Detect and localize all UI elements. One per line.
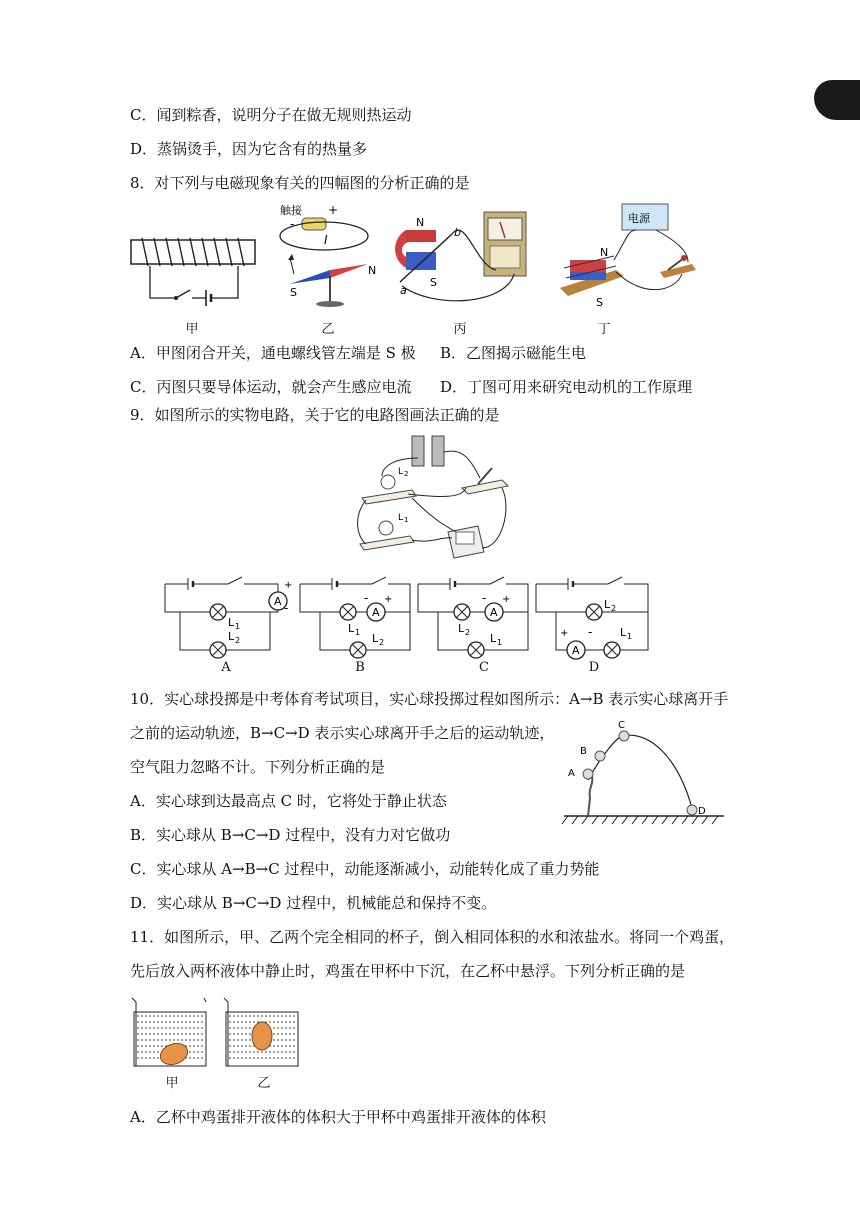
- q11-option-a: A．乙杯中鸡蛋排开液体的体积大于甲杯中鸡蛋排开液体的体积: [130, 1108, 546, 1126]
- solenoid-figure: [128, 232, 260, 306]
- svg-text:1: 1: [235, 622, 241, 631]
- svg-text:L: L: [228, 616, 235, 629]
- svg-text:1: 1: [404, 516, 409, 524]
- fig-label-bing: 丙: [453, 322, 467, 337]
- q8-option-a: A．甲图闭合开关，通电螺线管左端是 S 极: [130, 344, 416, 362]
- svg-text:+: +: [560, 628, 569, 639]
- q10-stem-line2: 之前的运动轨迹，B→C→D 表示实心球离开手之后的运动轨迹，: [130, 724, 555, 742]
- svg-text:L: L: [372, 632, 379, 645]
- q10-stem-line1: 10．实心球投掷是中考体育考试项目，实心球投掷过程如图所示：A→B 表示实心球离开手: [130, 690, 729, 708]
- q10-option-c: C．实心球从 A→B→C 过程中，动能逐渐减小，动能转化成了重力势能: [130, 860, 600, 878]
- choice-d: D: [588, 660, 600, 675]
- circuit-b: [300, 577, 410, 658]
- circuit-d: [536, 577, 648, 659]
- label-a: a: [400, 284, 407, 297]
- q10-stem-line3: 空气阻力忽略不计。下列分析正确的是: [130, 758, 386, 776]
- plus-label: +: [328, 203, 339, 217]
- fig-label-jia: 甲: [185, 322, 199, 337]
- page-corner-tab: [814, 80, 860, 120]
- point-d: D: [698, 806, 706, 817]
- cup-label-yi: 乙: [257, 1076, 271, 1091]
- q7-option-d: D．蒸锅烫手，因为它含有的热量多: [130, 140, 368, 158]
- svg-text:-: -: [364, 591, 369, 605]
- egg-cups-figure: [128, 992, 308, 1072]
- fig-label-ding: 丁: [597, 322, 611, 337]
- svg-text:L: L: [398, 467, 404, 477]
- point-c: C: [618, 720, 625, 731]
- svg-text:L: L: [490, 632, 497, 645]
- circuit-a: [165, 577, 292, 658]
- svg-text:+: +: [384, 594, 393, 605]
- q8-option-b: B．乙图揭示磁能生电: [440, 344, 587, 362]
- svg-text:+: +: [284, 580, 293, 591]
- q10-option-a: A．实心球到达最高点 C 时，它将处于静止状态: [130, 792, 447, 810]
- svg-text:L: L: [604, 598, 611, 611]
- point-b: B: [580, 746, 587, 757]
- svg-text:2: 2: [235, 636, 241, 645]
- touch-label: 触接: [280, 204, 302, 217]
- svg-text:L: L: [620, 626, 627, 639]
- choice-a: A: [221, 660, 231, 675]
- svg-text:L: L: [458, 622, 465, 635]
- svg-text:2: 2: [611, 604, 617, 613]
- svg-text:2: 2: [465, 628, 471, 637]
- motor-figure: [556, 200, 706, 310]
- svg-text:1: 1: [355, 628, 361, 637]
- svg-text:-: -: [284, 601, 289, 615]
- svg-text:-: -: [482, 591, 487, 605]
- svg-text:L: L: [228, 630, 235, 643]
- motor-north: N: [600, 246, 609, 259]
- svg-text:2: 2: [379, 638, 385, 647]
- physical-circuit-figure: [352, 428, 520, 568]
- svg-text:1: 1: [627, 632, 633, 641]
- q10-option-b: B．实心球从 B→C→D 过程中，没有力对它做功: [130, 826, 451, 844]
- label-b: b: [454, 226, 461, 239]
- svg-text:2: 2: [404, 470, 409, 478]
- oersted-figure: [272, 198, 384, 312]
- induction-south: S: [430, 276, 437, 289]
- choice-c: C: [479, 660, 489, 675]
- point-a: A: [568, 768, 575, 779]
- q7-option-c: C．闻到粽香，说明分子在做无规则热运动: [130, 106, 412, 124]
- svg-text:1: 1: [497, 638, 503, 647]
- motor-south: S: [596, 296, 603, 309]
- q9-stem: 9．如图所示的实物电路，关于它的电路图画法正确的是: [130, 406, 500, 424]
- minus-label: -: [290, 217, 295, 231]
- circuit-c: [418, 577, 528, 658]
- choice-b: B: [355, 660, 365, 675]
- needle-south: S: [290, 286, 297, 299]
- q10-option-d: D．实心球从 B→C→D 过程中，机械能总和保持不变。: [130, 894, 497, 912]
- svg-text:L: L: [348, 622, 355, 635]
- cup-label-jia: 甲: [165, 1076, 179, 1091]
- fig-label-yi: 乙: [321, 322, 335, 337]
- q8-option-d: D．丁图可用来研究电动机的工作原理: [440, 378, 693, 396]
- induction-figure: [396, 206, 532, 310]
- needle-north: N: [368, 264, 377, 277]
- power-label: 电源: [628, 212, 650, 225]
- induction-north: N: [416, 216, 425, 229]
- current-label: I: [324, 233, 328, 247]
- q11-stem-line2: 先后放入两杯液体中静止时，鸡蛋在甲杯中下沉，在乙杯中悬浮。下列分析正确的是: [130, 962, 686, 980]
- svg-text:-: -: [588, 625, 593, 639]
- ball-trajectory-figure: [560, 718, 730, 830]
- svg-text:+: +: [502, 594, 511, 605]
- q8-stem: 8．对下列与电磁现象有关的四幅图的分析正确的是: [130, 174, 470, 192]
- svg-text:L: L: [398, 513, 404, 523]
- circuit-choices: A +- L 1 L 2 +- L 1 L 2 +- L 2 L 1 L 2 + - L 1: [160, 574, 660, 678]
- q8-option-c: C．丙图只要导体运动，就会产生感应电流: [130, 378, 412, 396]
- q11-stem-line1: 11．如图所示，甲、乙两个完全相同的杯子，倒入相同体积的水和浓盐水。将同一个鸡蛋，: [130, 928, 735, 946]
